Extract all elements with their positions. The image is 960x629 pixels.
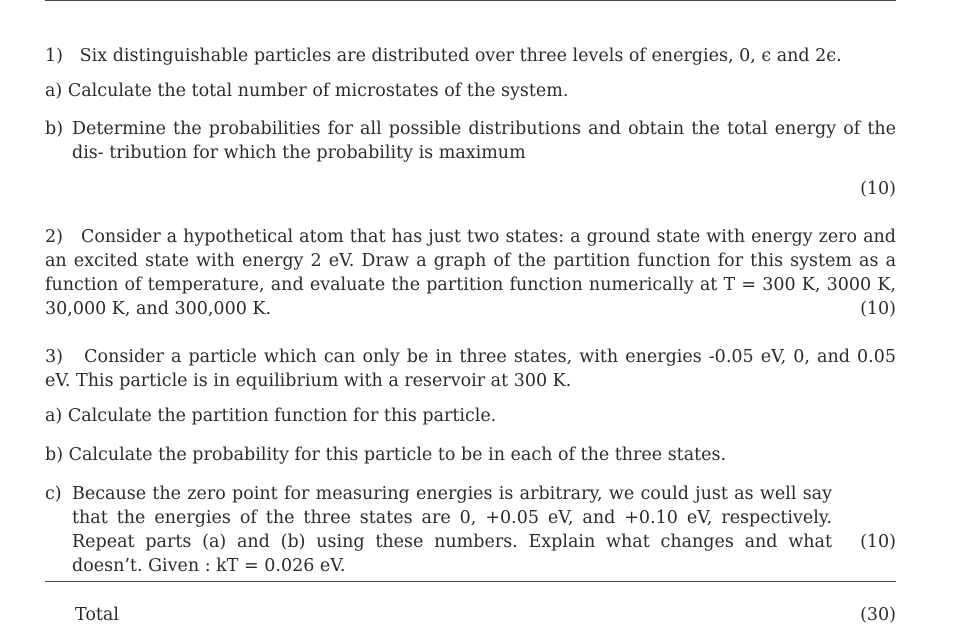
question-1 (45, 45, 842, 67)
question-1a-label: a) (45, 81, 63, 101)
total-marks: (30) (860, 605, 896, 625)
question-3-text: Consider a particle which can only be in three states, with energies -0.05 eV, 0, and 0.05 eV. This particle is in equilibrium with a reservoir at 300 K. (45, 347, 896, 391)
question-3 (45, 345, 896, 393)
question-3a (45, 405, 496, 427)
question-3b-text: Calculate the probability for this particle to be in each of the three states. (68, 445, 727, 465)
question-3-number: 3) (45, 347, 63, 367)
question-3b-label: b) (45, 445, 64, 465)
question-1-number: 1) (45, 46, 63, 66)
question-1b-label: b) (45, 119, 64, 139)
question-2-marks: (10) (860, 299, 896, 319)
question-1b-text: Determine the probabilities for all possible distributions and obtain the total energy of the dis- tribution for which the probability is maximum (72, 119, 896, 163)
question-2 (45, 225, 896, 321)
question-2-text: Consider a hypothetical atom that has just two states: a ground state with energy zero and an excited state with energy 2 eV. Draw a graph of the partition function for this system as a function of temperature, and evaluate the partition function numerically at T = 300 K, 3000 K, 30,000 K, and 300,000 K. (45, 227, 896, 319)
question-2-number: 2) (45, 227, 63, 247)
top-rule (45, 0, 896, 1)
bottom-rule (45, 581, 896, 582)
question-3-marks: (10) (860, 532, 896, 552)
question-1a-text: Calculate the total number of microstates of the system. (67, 81, 569, 101)
question-1-marks: (10) (860, 179, 896, 199)
question-3b (45, 444, 726, 466)
question-1a (45, 80, 568, 102)
question-3c-label: c) (45, 484, 62, 504)
question-3c-text: Because the zero point for measuring energies is arbitrary, we could just as well say that the energies of the three states are 0, +0.05 eV, and +0.10 eV, respectively. Repeat parts (a) and (b) using these numbers. Explain what changes and what doesn’t. Given : kT = 0.026 eV. (72, 484, 832, 576)
total-label: Total (75, 605, 119, 625)
question-3a-text: Calculate the partition function for this particle. (67, 406, 497, 426)
question-1-text: Six distinguishable particles are distributed over three levels of energies, 0, ϵ and 2ϵ. (79, 46, 842, 66)
question-3a-label: a) (45, 406, 63, 426)
